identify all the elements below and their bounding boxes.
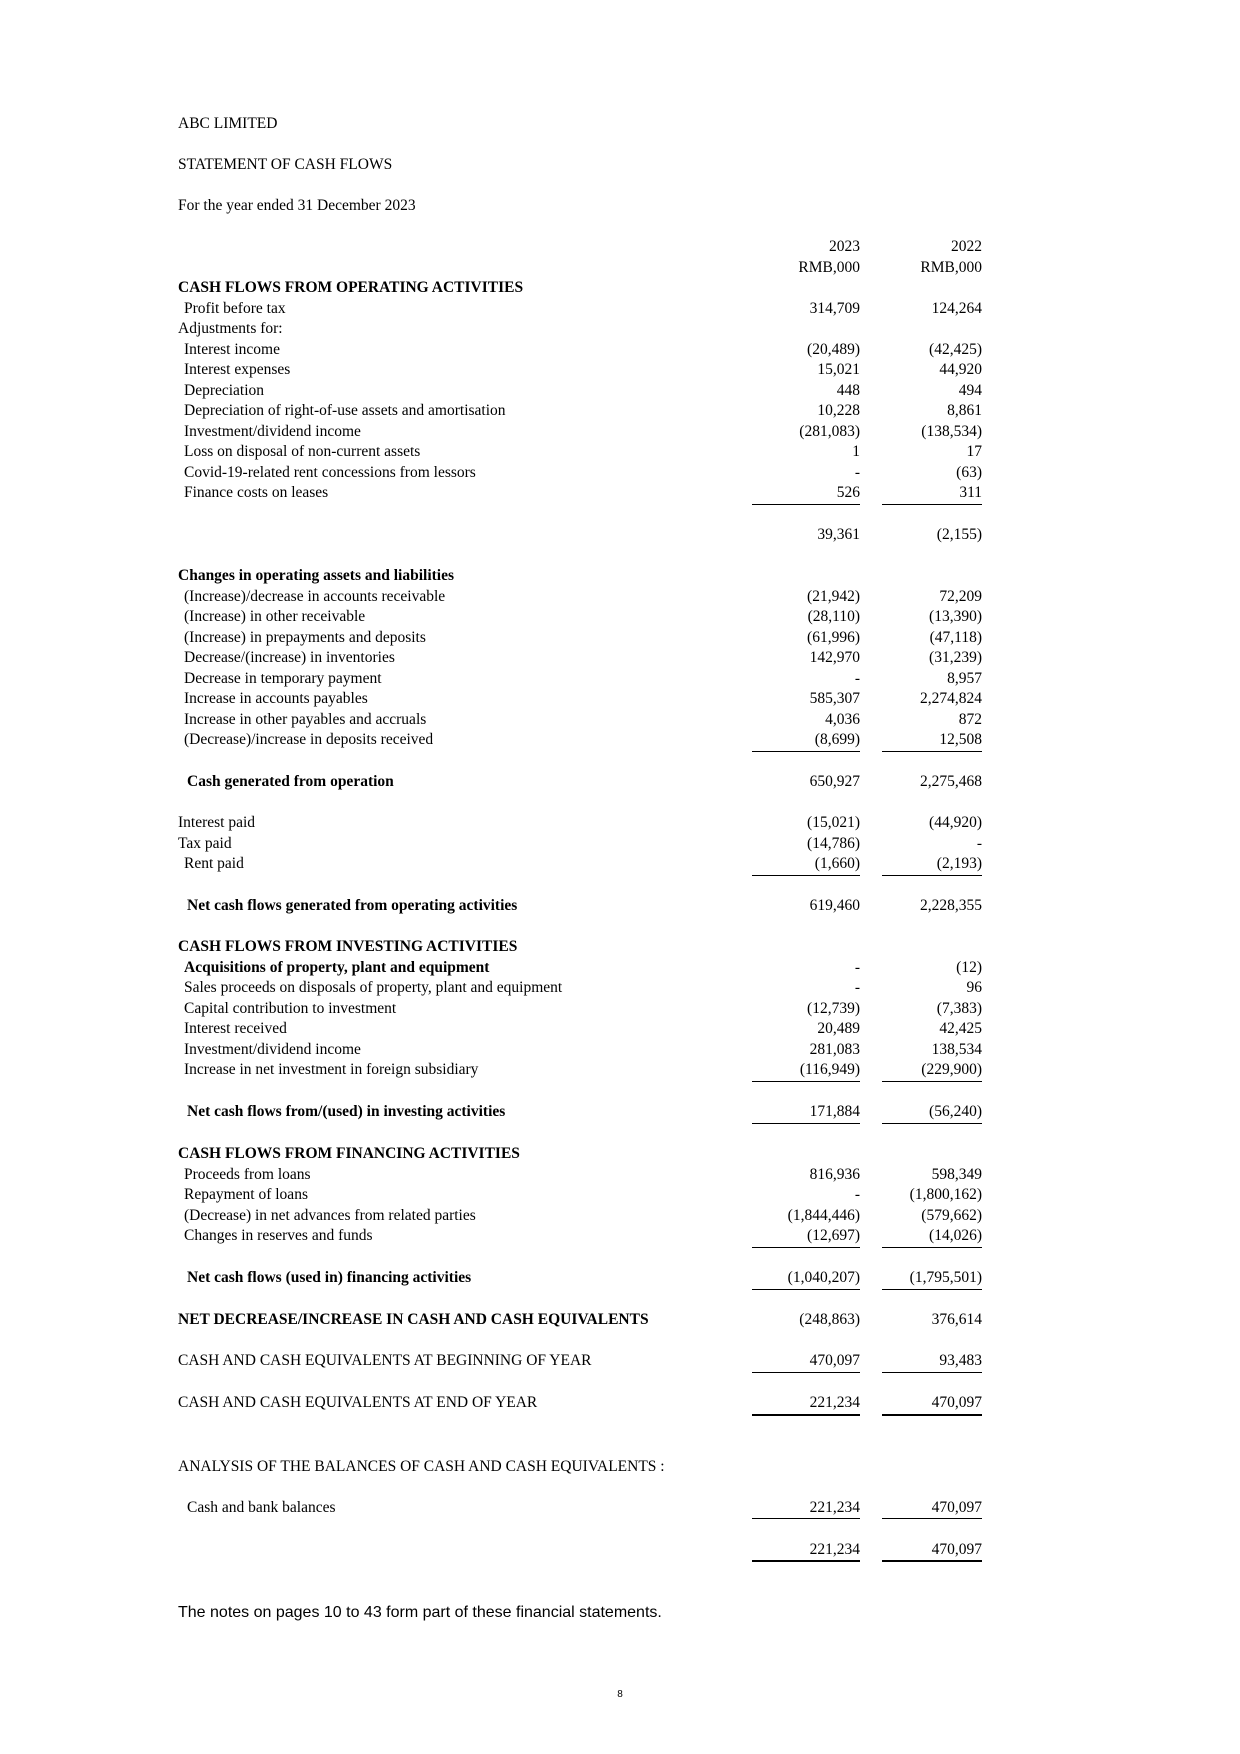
value-2023: (28,110)	[807, 608, 860, 625]
value-2022: 42,425	[939, 1020, 982, 1037]
value-2023: 4,036	[825, 710, 860, 728]
statement-row	[178, 1498, 982, 1520]
company-name: ABC LIMITED	[178, 115, 278, 132]
value-2023: (1,660)	[752, 854, 860, 876]
value-2022: (56,240)	[882, 1102, 982, 1124]
value-2022: (138,534)	[921, 422, 982, 440]
statement-row	[178, 1060, 982, 1082]
row-label: Repayment of loans	[184, 1186, 308, 1203]
statement-row	[178, 1185, 982, 1206]
value-2022: (579,662)	[921, 1206, 982, 1224]
statement-row	[178, 834, 982, 855]
row-label: Decrease in temporary payment	[184, 669, 382, 687]
row-label: Changes in operating assets and liabilities	[178, 567, 455, 584]
value-2023: (12,697)	[752, 1226, 860, 1248]
row-label: Capital contribution to investment	[184, 999, 397, 1017]
value-2023: 448	[836, 381, 860, 399]
value-2022: 2,228,355	[920, 897, 982, 914]
statement-row	[178, 669, 982, 690]
statement-row	[178, 381, 982, 402]
row-label: CASH AND CASH EQUIVALENTS AT END OF YEAR	[178, 1394, 538, 1411]
statement-row	[178, 319, 982, 340]
value-2022: 598,349	[931, 1165, 982, 1183]
value-2023: -	[854, 979, 860, 996]
statement-row	[178, 566, 982, 587]
value-2023: 314,709	[809, 299, 860, 317]
value-2023: 15,021	[817, 361, 860, 378]
value-2023: (1,844,446)	[787, 1206, 860, 1224]
row-label: Finance costs on leases	[184, 484, 329, 501]
row-label: Profit before tax	[184, 299, 286, 317]
statement-title-row	[178, 155, 982, 176]
statement-row	[178, 1165, 982, 1186]
statement-row	[178, 1351, 982, 1373]
value-2022: (44,920)	[929, 814, 982, 831]
value-2022: 470,097	[882, 1393, 982, 1416]
row-label: CASH FLOWS FROM OPERATING ACTIVITIES	[178, 279, 524, 296]
value-2022: (2,193)	[882, 854, 982, 876]
row-label: Covid-19-related rent concessions from lessors	[184, 463, 476, 481]
company-name-row	[178, 114, 982, 135]
value-2023: (248,863)	[799, 1311, 860, 1328]
statement-row	[178, 278, 982, 299]
row-label: Tax paid	[178, 834, 232, 852]
statement-row	[178, 525, 982, 546]
statement-row	[178, 1144, 982, 1165]
statement-row	[178, 999, 982, 1020]
value-2022: (13,390)	[929, 608, 982, 625]
value-2022: 470,097	[882, 1498, 982, 1520]
row-label: Adjustments for:	[178, 320, 283, 337]
statement-row	[178, 958, 982, 979]
value-2022: (1,795,501)	[882, 1268, 982, 1290]
value-2023: 650,927	[809, 773, 860, 790]
row-label: Acquisitions of property, plant and equipment	[184, 958, 490, 976]
value-2022: 12,508	[882, 730, 982, 752]
row-label: (Decrease) in net advances from related parties	[184, 1206, 476, 1224]
value-2022: -	[976, 834, 982, 852]
statement-row	[178, 1540, 982, 1563]
row-label: Increase in net investment in foreign subsidiary	[184, 1061, 479, 1078]
statement-row	[178, 422, 982, 443]
statement-row	[178, 442, 982, 463]
row-label: Loss on disposal of non-current assets	[184, 443, 421, 460]
value-2023: (12,739)	[807, 999, 860, 1017]
value-2022: (12)	[956, 958, 982, 976]
row-label: Interest expenses	[184, 361, 291, 378]
row-label: (Increase)/decrease in accounts receivable	[184, 587, 446, 605]
value-2022: 138,534	[931, 1040, 982, 1058]
statement-row	[178, 689, 982, 710]
value-2023: (15,021)	[807, 814, 860, 831]
notes-reference: The notes on pages 10 to 43 form part of these financial statements.	[178, 1604, 662, 1621]
statement-row	[178, 978, 982, 999]
value-2022: (31,239)	[929, 649, 982, 666]
value-2022: (229,900)	[882, 1060, 982, 1082]
row-label: Cash generated from operation	[187, 773, 394, 790]
statement-row	[178, 772, 982, 793]
statement-row	[178, 1393, 982, 1416]
value-2023: 1	[852, 443, 860, 460]
statement-row	[178, 1268, 982, 1290]
statement-row	[178, 360, 982, 381]
row-label: Decrease/(increase) in inventories	[184, 649, 395, 666]
value-2023: (20,489)	[807, 340, 860, 358]
value-2023: 619,460	[809, 897, 860, 914]
period-row	[178, 196, 982, 217]
value-2022: 494	[958, 381, 982, 399]
row-label: Interest received	[184, 1020, 287, 1037]
row-label: CASH FLOWS FROM FINANCING ACTIVITIES	[178, 1145, 520, 1162]
value-2022: (1,800,162)	[909, 1186, 982, 1203]
value-2023: 816,936	[809, 1165, 860, 1183]
row-label: Net cash flows generated from operating activities	[187, 897, 518, 914]
statement-row	[178, 937, 982, 958]
row-label: Increase in other payables and accruals	[184, 710, 427, 728]
value-2022: (42,425)	[929, 340, 982, 358]
row-label: CASH FLOWS FROM INVESTING ACTIVITIES	[178, 938, 518, 955]
statement-row	[178, 1226, 982, 1248]
row-label: Investment/dividend income	[184, 422, 361, 440]
value-2022: 8,861	[947, 402, 982, 419]
value-2022: 72,209	[939, 587, 982, 605]
unit-header-row	[178, 258, 982, 279]
row-label: Interest income	[184, 340, 280, 358]
statement-row	[178, 463, 982, 484]
value-2023: (1,040,207)	[752, 1268, 860, 1290]
value-2023: 20,489	[817, 1020, 860, 1037]
statement-row	[178, 401, 982, 422]
value-2022: 2,274,824	[920, 690, 982, 707]
value-2023: (116,949)	[752, 1060, 860, 1082]
unit-2022-header: RMB,000	[920, 258, 982, 276]
value-2022: 93,483	[882, 1351, 982, 1373]
value-2022: 311	[882, 483, 982, 505]
statement-row	[178, 1310, 982, 1331]
statement-row	[178, 813, 982, 834]
statement-row	[178, 1206, 982, 1227]
statement-row	[178, 1457, 982, 1478]
value-2023: (21,942)	[807, 587, 860, 605]
statement-row	[178, 854, 982, 876]
value-2023: (61,996)	[807, 628, 860, 646]
row-label: Investment/dividend income	[184, 1040, 361, 1058]
statement-row	[178, 1019, 982, 1040]
value-2023: 585,307	[809, 690, 860, 707]
value-2023: 221,234	[752, 1498, 860, 1520]
value-2023: (281,083)	[799, 422, 860, 440]
value-2022: (2,155)	[936, 526, 982, 543]
statement-row	[178, 648, 982, 669]
statement-row	[178, 628, 982, 649]
row-label: Depreciation of right-of-use assets and amortisation	[184, 402, 506, 419]
value-2023: 526	[752, 483, 860, 505]
value-2023: (14,786)	[807, 834, 860, 852]
period-line: For the year ended 31 December 2023	[178, 197, 416, 214]
statement-row	[178, 710, 982, 731]
value-2022: 17	[966, 443, 982, 460]
value-2023: (8,699)	[752, 730, 860, 752]
statement-row	[178, 1040, 982, 1061]
value-2023: -	[854, 463, 860, 481]
row-label: Rent paid	[184, 855, 244, 872]
value-2023: 470,097	[752, 1351, 860, 1373]
row-label: (Decrease)/increase in deposits received	[184, 731, 434, 748]
statement-row	[178, 299, 982, 320]
statement-row	[178, 340, 982, 361]
unit-2023-header: RMB,000	[798, 258, 860, 276]
value-2023: 142,970	[809, 649, 860, 666]
value-2023: 221,234	[752, 1393, 860, 1416]
statement-row	[178, 607, 982, 628]
row-label: Increase in accounts payables	[184, 690, 368, 707]
row-label: (Increase) in other receivable	[184, 608, 366, 625]
value-2022: (47,118)	[929, 628, 982, 646]
value-2023: -	[854, 669, 860, 687]
row-label: NET DECREASE/INCREASE IN CASH AND CASH EQUIVALENTS	[178, 1311, 649, 1328]
statement-row	[178, 1102, 982, 1124]
value-2023: -	[854, 1186, 860, 1203]
value-2022: 96	[966, 979, 982, 996]
statement-title: STATEMENT OF CASH FLOWS	[178, 156, 393, 173]
row-label: Sales proceeds on disposals of property, plant and equipment	[184, 979, 563, 996]
value-2022: 2,275,468	[920, 773, 982, 790]
value-2022: (63)	[956, 463, 982, 481]
statement-row	[178, 730, 982, 752]
row-label: Interest paid	[178, 814, 256, 831]
row-label: CASH AND CASH EQUIVALENTS AT BEGINNING OF YEAR	[178, 1352, 592, 1369]
value-2022: 8,957	[947, 669, 982, 687]
value-2023: 281,083	[809, 1040, 860, 1058]
statement-row	[178, 896, 982, 917]
value-2022: (7,383)	[936, 999, 982, 1017]
value-2022: 44,920	[939, 361, 982, 378]
value-2022: 376,614	[931, 1311, 982, 1328]
page-number: 8	[617, 1689, 623, 1700]
statement-row	[178, 483, 982, 505]
row-label: ANALYSIS OF THE BALANCES OF CASH AND CASH EQUIVALENTS :	[178, 1457, 665, 1475]
value-2023: 171,884	[752, 1102, 860, 1124]
row-label: Proceeds from loans	[184, 1165, 311, 1183]
value-2022: 872	[958, 710, 982, 728]
year-2022-header: 2022	[951, 238, 982, 255]
year-2023-header: 2023	[829, 238, 860, 255]
value-2023: 10,228	[817, 402, 860, 419]
value-2022: 470,097	[882, 1540, 982, 1563]
statement-row	[178, 587, 982, 608]
value-2023: 39,361	[817, 526, 860, 543]
year-header-row	[178, 237, 982, 258]
row-label: Net cash flows (used in) financing activities	[187, 1269, 472, 1286]
value-2023: 221,234	[752, 1540, 860, 1563]
row-label: (Increase) in prepayments and deposits	[184, 628, 426, 646]
row-label: Changes in reserves and funds	[184, 1227, 373, 1244]
row-label: Cash and bank balances	[187, 1498, 336, 1516]
row-label: Net cash flows from/(used) in investing activities	[187, 1103, 506, 1120]
value-2022: (14,026)	[882, 1226, 982, 1248]
value-2022: 124,264	[931, 299, 982, 317]
statement-rows	[178, 278, 982, 1562]
value-2023: -	[854, 958, 860, 976]
row-label: Depreciation	[184, 381, 265, 399]
